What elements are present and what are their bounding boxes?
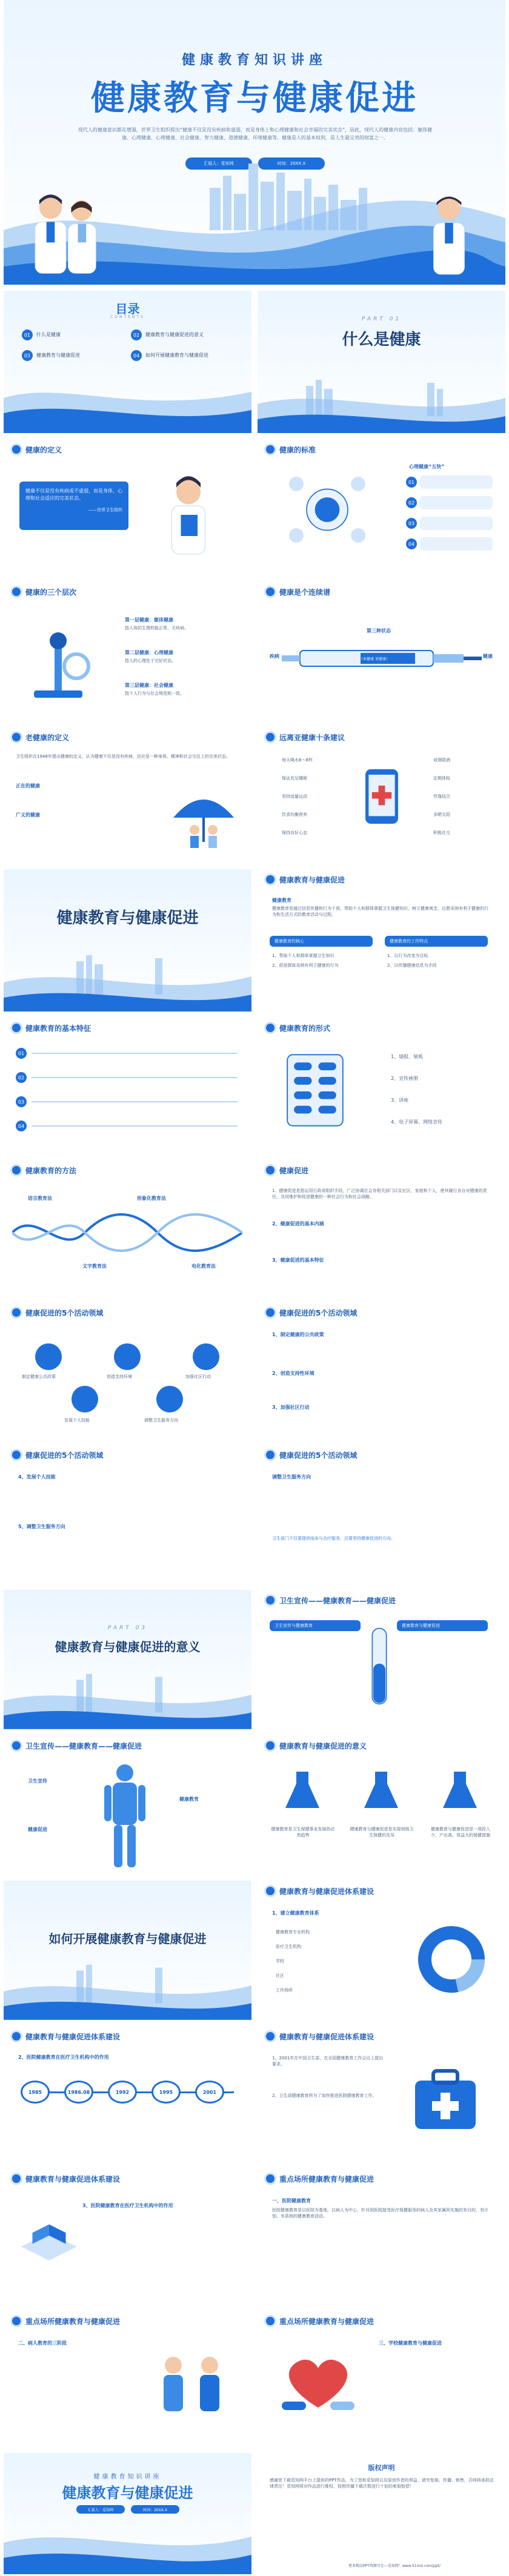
continuum-right: 健康 <box>483 654 493 659</box>
slide-title: 卫生宣传——健康教育——健康促进 <box>279 1596 396 1605</box>
toc-item-3[interactable]: 健康教育与健康促进 <box>36 353 80 358</box>
basic-line-4 <box>32 1125 238 1127</box>
level-1-text: 指人体的生理机能正常，无疾病。 <box>125 626 188 631</box>
meaning3-slide <box>258 1735 505 1875</box>
continuum-mid-label: 第三种状态 <box>367 628 391 634</box>
method-slide <box>4 1160 251 1296</box>
system1-1: 健康教育专业机构 <box>276 1930 310 1935</box>
he-h2: 健康教育的核心 <box>274 939 304 944</box>
continuum-slide <box>258 581 505 721</box>
slide-title: 健康教育的形式 <box>279 1024 331 1033</box>
three-levels-slide <box>4 581 251 721</box>
system4-slide <box>4 2168 251 2305</box>
header-icon <box>12 1024 21 1032</box>
meaning3-3: 健康教育与健康促进是一项投入少、产出高、效益大的保健措施 <box>431 1827 490 1838</box>
year-5: 2001 <box>195 2081 224 2104</box>
system1-4: 社区 <box>276 1973 284 1978</box>
closing-subtitle: 健康教育知识讲座 <box>93 2474 162 2480</box>
nurse-illustration <box>398 182 501 285</box>
header-icon <box>266 445 274 454</box>
tip-5: 保持良好心态 <box>282 830 307 835</box>
basic-line-3 <box>32 1101 238 1102</box>
team-illustration <box>143 2347 240 2420</box>
part4-title: 如何开展健康教育与健康促进 <box>48 1932 207 1946</box>
level-2: 第二层健康：心理健康 <box>125 650 173 655</box>
promo-h2: 2、健康促进的基本内涵 <box>272 1221 324 1227</box>
slide-title: 健康促进的5个活动领域 <box>279 1451 358 1460</box>
umbrella-family-icon <box>167 781 240 854</box>
definition-slide <box>4 439 251 575</box>
fields4-slide <box>258 1445 505 1584</box>
std-item-2 <box>420 496 493 509</box>
part3-title: 健康教育与健康促进的意义 <box>55 1640 201 1654</box>
he-core-box <box>270 936 373 947</box>
meaning1-h1: 卫生宣传与健康教育 <box>274 1623 313 1628</box>
standard-center: 心理健康“五快” <box>409 464 445 469</box>
cover-intro: 现代人的健康意识都在增强，世界卫生组织提出“健康不仅是没有疾病和虚弱，而是身体上和心理健康和社会幸福的完美状态”，因此，现代人的健康内容包括：躯体健康、心理健康、心理健康、社会健康、智力健康、道德健康、环境健康等。健康是人的基本权利，是人生最宝贵的财富之一。 <box>78 127 433 141</box>
year-1: 1985 <box>21 2081 50 2104</box>
header-icon <box>266 1887 274 1895</box>
system2-slide <box>4 2026 251 2162</box>
header-icon <box>12 1451 21 1459</box>
header-icon <box>12 2032 21 2041</box>
system1-slide <box>258 1881 505 2020</box>
part4-slide <box>4 1881 251 2020</box>
key3-h1: 三、学校健康教育与健康促进 <box>379 2340 442 2346</box>
health-education-slide <box>258 869 505 1012</box>
basic-features-slide <box>4 1018 251 1154</box>
old-t2: 广义的健康 <box>16 812 40 818</box>
toc-item-2[interactable]: 健康教育与健康促进的意义 <box>145 332 204 337</box>
header-icon <box>266 2174 274 2183</box>
field1-1: 制定健康公共政策 <box>22 1374 56 1379</box>
field4-b1: 卫生部门不仅要提供临床与治疗服务，还要坚持健康促进的方向。 <box>272 1536 395 1541</box>
slide-title: 远离亚健康十条建议 <box>279 733 345 742</box>
closing-title: 健康教育与健康促进 <box>62 2484 193 2502</box>
level-2-text: 指人的心理处于完好状态。 <box>125 658 176 663</box>
key1-slide <box>258 2168 505 2305</box>
slide-title: 健康的三个层次 <box>25 588 77 597</box>
field1-2: 创造支持环境 <box>107 1374 132 1379</box>
header-icon <box>266 875 274 884</box>
std-item-3 <box>420 517 493 530</box>
slide-title: 健康促进的5个活动领域 <box>25 1451 104 1460</box>
promo-h3: 3、健康促进的基本特征 <box>272 1257 324 1263</box>
toc-num-1: 01 <box>22 329 33 340</box>
slide-title: 健康教育的方法 <box>25 1166 77 1175</box>
closing-slide <box>4 2453 251 2574</box>
key2-h1: 二、病人教育的三阶段 <box>18 2340 67 2346</box>
header-icon <box>266 2032 274 2041</box>
basic-num-4: 04 <box>16 1121 27 1131</box>
meaning1-box2 <box>397 1620 488 1631</box>
slide-title: 健康教育与健康促进体系建设 <box>279 2032 374 2041</box>
std-num-4: 04 <box>406 538 417 549</box>
key1-b1: 医院健康教育是以医院为基地，以病人为中心，针对到医院接受医疗保健服务的病人及其家属所实施的有目的、有计划、有系统的健康教育活动。 <box>272 2208 488 2219</box>
system1-h1: 1、建立健康教育体系 <box>272 1910 319 1916</box>
tip-10: 积极社交 <box>433 830 450 835</box>
he-l2-1: 1、以行为改变为目标 <box>387 953 428 958</box>
basic-num-1: 01 <box>16 1048 27 1059</box>
part1-title: 什么是健康 <box>342 331 421 349</box>
promotion-slide <box>258 1160 505 1296</box>
basic-num-2: 02 <box>16 1072 27 1083</box>
header-icon <box>12 2317 21 2325</box>
part3-tag: PART 03 <box>107 1625 148 1631</box>
header-icon <box>266 588 274 596</box>
part3-slide <box>4 1590 251 1729</box>
fields-icons <box>12 1333 242 1429</box>
continuum-sub: （亚健康 亚健康） <box>359 657 390 661</box>
quote-source: ——世界卫生组织 <box>88 508 122 512</box>
key2-slide <box>4 2311 251 2447</box>
toc-num-4: 04 <box>131 350 142 361</box>
header-icon <box>12 588 21 596</box>
copyright-title: 版权声明 <box>368 2464 395 2472</box>
level-1: 第一层健康：躯体健康 <box>125 617 173 623</box>
std-num-3: 03 <box>406 518 417 529</box>
key3-slide <box>258 2311 505 2447</box>
basic-num-3: 03 <box>16 1096 27 1107</box>
cover-subtitle: 健康教育知识讲座 <box>181 52 327 68</box>
method-4: 电化教育法 <box>191 1263 216 1269</box>
slide-title: 重点场所健康教育与健康促进 <box>279 2174 374 2184</box>
form-2: 2、宣传画册 <box>391 1076 419 1081</box>
copyright-body: 感谢您下载觅知网平台上提供的PPT作品，为了您和觅知网以及原创作者的利益，请勿复制、传播、销售，否则将承担法律责任！觅知网将对作品进行维权，按照传播下载次数进行十倍的索取赔偿！ <box>270 2478 494 2489</box>
medical-kit-icon <box>403 2062 488 2135</box>
phone-medical-icon <box>354 763 409 830</box>
human-body-icon <box>101 1762 149 1871</box>
toc-slide <box>4 291 251 433</box>
slide-title: 健康的定义 <box>25 445 62 454</box>
slide-title: 卫生宣传——健康教育——健康促进 <box>25 1741 142 1750</box>
meaning1-box1 <box>270 1620 361 1631</box>
tip-8: 劳逸结合 <box>433 794 450 799</box>
copyright-slide <box>258 2453 505 2574</box>
heart-pills-icon <box>276 2347 361 2420</box>
part2-slide <box>4 869 251 1012</box>
level-3: 第三层健康：社会健康 <box>125 683 173 688</box>
copyright-footer[interactable]: 更多精品PPT资源尽在—觅知网！www.51miz.com/ppt/ <box>348 2564 441 2568</box>
header-icon <box>266 2317 274 2325</box>
fields3-slide <box>4 1445 251 1584</box>
toc-wave <box>4 368 251 433</box>
he-l1-2: 2、促进群体采纳有利于健康的行为 <box>272 963 339 968</box>
field1-3: 加强社区行动 <box>185 1374 211 1379</box>
part4-wave <box>4 1956 251 2020</box>
forms-slide <box>258 1018 505 1154</box>
part2-title: 健康教育与健康促进 <box>56 909 199 927</box>
fields1-slide <box>4 1302 251 1439</box>
standard-diagram <box>270 463 385 566</box>
header-icon <box>266 1308 274 1317</box>
tip-9: 多晒太阳 <box>433 812 450 817</box>
header-icon <box>12 1166 21 1174</box>
system4-h1: 3、医院健康教育在医疗卫生机构中的作用 <box>82 2203 173 2208</box>
meaning2-3: 健康促进 <box>28 1827 47 1832</box>
system3-b1: 1、2001年在中国卫生部，在全国健康教育工作会议上提出要求。 <box>272 2056 384 2067</box>
std-item-4 <box>420 537 493 551</box>
standard-slide <box>258 439 505 575</box>
field2-h3: 3、加强社区行动 <box>272 1405 310 1410</box>
form-3: 3、讲座 <box>391 1098 409 1103</box>
tip-2: 保证充足睡眠 <box>282 776 307 781</box>
part1-tag: PART 01 <box>361 316 402 322</box>
slide-title: 健康教育与健康促进体系建设 <box>279 1887 374 1896</box>
header-icon <box>266 1596 274 1604</box>
header-icon <box>266 733 274 741</box>
header-icon <box>12 1741 21 1750</box>
form-1: 1、墙报、展板 <box>391 1054 424 1059</box>
flask-icons <box>266 1766 496 1814</box>
header-icon <box>266 1166 274 1174</box>
doctor-illustration <box>15 182 118 285</box>
he-h1: 健康教育 <box>272 898 291 903</box>
year-2: 1986.08 <box>64 2081 93 2104</box>
he-h3: 健康教育的工作特点 <box>390 939 428 944</box>
system3-slide <box>258 2026 505 2162</box>
form-4: 4、电子屏幕、网络宣传 <box>391 1119 443 1125</box>
header-icon <box>12 733 21 741</box>
old-t1: 正在的健康 <box>16 783 40 789</box>
basic-line-2 <box>32 1077 238 1078</box>
method-3: 形象化教育法 <box>137 1196 166 1201</box>
part1-skyline <box>258 368 505 433</box>
meaning2-slide <box>4 1735 251 1875</box>
std-num-1: 01 <box>406 477 417 488</box>
header-icon <box>12 445 21 454</box>
field2-h1: 1、制定健康的公共政策 <box>272 1332 324 1337</box>
he-l2-2: 2、以传播健康信息为手段 <box>387 963 437 968</box>
closing-reporter: 汇报人：觅知网 <box>76 2505 125 2514</box>
header-icon <box>266 1741 274 1750</box>
tip-1: 每天喝水6～8杯 <box>282 758 313 763</box>
field3-h2: 5、调整卫生服务方向 <box>18 1524 65 1529</box>
test-tube-icon <box>364 1620 394 1717</box>
slide-title: 重点场所健康教育与健康促进 <box>279 2317 374 2326</box>
tip-4: 饮食均衡营养 <box>282 812 307 817</box>
microscope-icon <box>22 624 95 709</box>
donut-diagram <box>415 1923 488 1996</box>
cover-slide <box>4 0 505 285</box>
std-num-2: 02 <box>406 497 417 508</box>
toc-sub: CONTENTS <box>110 315 145 319</box>
basic-line-1 <box>32 1053 238 1054</box>
meaning2-1: 卫生宣传 <box>28 1778 47 1784</box>
header-icon <box>266 1024 274 1032</box>
fields2-slide <box>258 1302 505 1439</box>
part1-slide <box>258 291 505 433</box>
slide-title: 健康教育与健康促进体系建设 <box>25 2174 121 2184</box>
system2-h1: 2、医院健康教育在医疗卫生机构中的作用 <box>18 2055 109 2060</box>
field2-h2: 2、创造支持性环境 <box>272 1371 314 1376</box>
slide-title: 健康的标准 <box>279 445 316 454</box>
he-l1-1: 1、帮助个人和群体掌握卫生知识 <box>272 953 334 958</box>
header-icon <box>12 2174 21 2183</box>
slide-title: 健康教育与健康促进 <box>279 875 345 884</box>
toc-title: 目录 <box>115 302 140 316</box>
toc-num-2: 02 <box>131 329 142 340</box>
promo-h1: 1、健康促进是指运用行政或组织手段，广泛协调社会各相关部门以及社区、家庭和个人，使其履行各自对健康的责任，共同维护和促进健康的一种社会行为和社会战略。 <box>272 1188 487 1199</box>
part2-wave <box>4 946 251 1012</box>
tip-6: 戒烟限酒 <box>433 758 450 763</box>
slide-title: 健康教育的基本特征 <box>25 1024 91 1033</box>
meaning3-2: 健康教育与健康促进是实现初级卫生保健的先导 <box>350 1827 414 1838</box>
slide-title: 健康教育与健康促进体系建设 <box>25 2032 121 2041</box>
slide-title: 健康促进的5个活动领域 <box>279 1308 358 1317</box>
field1-4: 发展个人技能 <box>64 1418 90 1423</box>
old-body: 卫生组织在1948年提出健康的定义，认为健康不仅是没有疾病，还应是一种身体、精神和社会交往上的完美状态。 <box>16 754 230 759</box>
quote-text: 健康不仅是没有疾病或不虚弱，而是身体、心理和社会适应的完美状态。 <box>25 488 122 501</box>
system1-3: 学校 <box>276 1959 284 1964</box>
method-1: 语言教育法 <box>28 1196 52 1201</box>
dna-helix-icon <box>12 1208 242 1257</box>
field4-h1: 调整卫生服务方向 <box>272 1474 311 1480</box>
system1-2: 医疗卫生机构 <box>276 1944 301 1949</box>
system1-5: 工作场所 <box>276 1988 293 1993</box>
field3-h1: 4、发展个人技能 <box>18 1474 56 1480</box>
closing-time: 时间：20XX.X <box>131 2505 179 2514</box>
part3-wave <box>4 1665 251 1729</box>
year-4: 1995 <box>151 2081 181 2104</box>
slide-title: 健康是个连续谱 <box>279 588 331 597</box>
slide-title: 健康教育与健康促进的意义 <box>279 1741 367 1750</box>
old-definition-slide <box>4 727 251 863</box>
key1-h1: 一、医院健康教育 <box>272 2198 311 2204</box>
tip-3: 坚持适量运动 <box>282 794 307 799</box>
method-2: 文字教育法 <box>82 1263 107 1269</box>
toc-item-4[interactable]: 如何开展健康教育与健康促进 <box>145 353 208 358</box>
continuum-left: 疾病 <box>270 654 279 659</box>
field1-5: 调整卫生服务方向 <box>144 1418 178 1423</box>
slide-title: 健康促进 <box>279 1166 309 1175</box>
meaning3-1: 健康教育是卫生保健事业发展的必然趋势 <box>271 1827 335 1838</box>
toc-num-3: 03 <box>22 350 33 361</box>
quote-box <box>19 482 128 530</box>
header-icon <box>266 1451 274 1459</box>
closing-wave <box>4 2518 251 2574</box>
trend-slide <box>258 727 505 863</box>
level-3-text: 指个人行为与社会规范相一致。 <box>125 691 184 696</box>
reporter-pill: 汇报人：觅知网 <box>185 157 252 170</box>
year-3: 1992 <box>108 2081 137 2104</box>
pill-pack-icon <box>282 1048 348 1133</box>
meaning1-slide <box>258 1590 505 1729</box>
toc-item-1[interactable]: 什么是健康 <box>36 332 61 337</box>
meaning2-2: 健康教育 <box>179 1796 199 1802</box>
time-pill: 时间：20XX.X <box>258 157 325 170</box>
he-b1: 健康教育是通过信息传播和行为干预，帮助个人和群体掌握卫生保健知识，树立健康观念，自愿采纳有利于健康的行为和生活方式的教育活动与过程。 <box>272 906 488 917</box>
hospital-isometric-icon <box>16 2211 82 2271</box>
cover-title: 健康教育与健康促进 <box>91 78 418 118</box>
std-item-1 <box>420 475 493 489</box>
meaning1-h2: 健康教育与健康促进 <box>402 1623 440 1628</box>
slide-title: 重点场所健康教育与健康促进 <box>25 2317 121 2326</box>
nurse-icon <box>149 469 228 560</box>
tip-7: 定期体检 <box>433 776 450 781</box>
header-icon <box>12 1308 21 1317</box>
slide-title: 老健康的定义 <box>25 733 70 742</box>
he-feature-box <box>385 936 488 947</box>
slide-title: 健康促进的5个活动领域 <box>25 1308 104 1317</box>
system3-b2: 2、卫生部健康教育所为了加快推进医院健康教育工作。 <box>272 2093 377 2098</box>
